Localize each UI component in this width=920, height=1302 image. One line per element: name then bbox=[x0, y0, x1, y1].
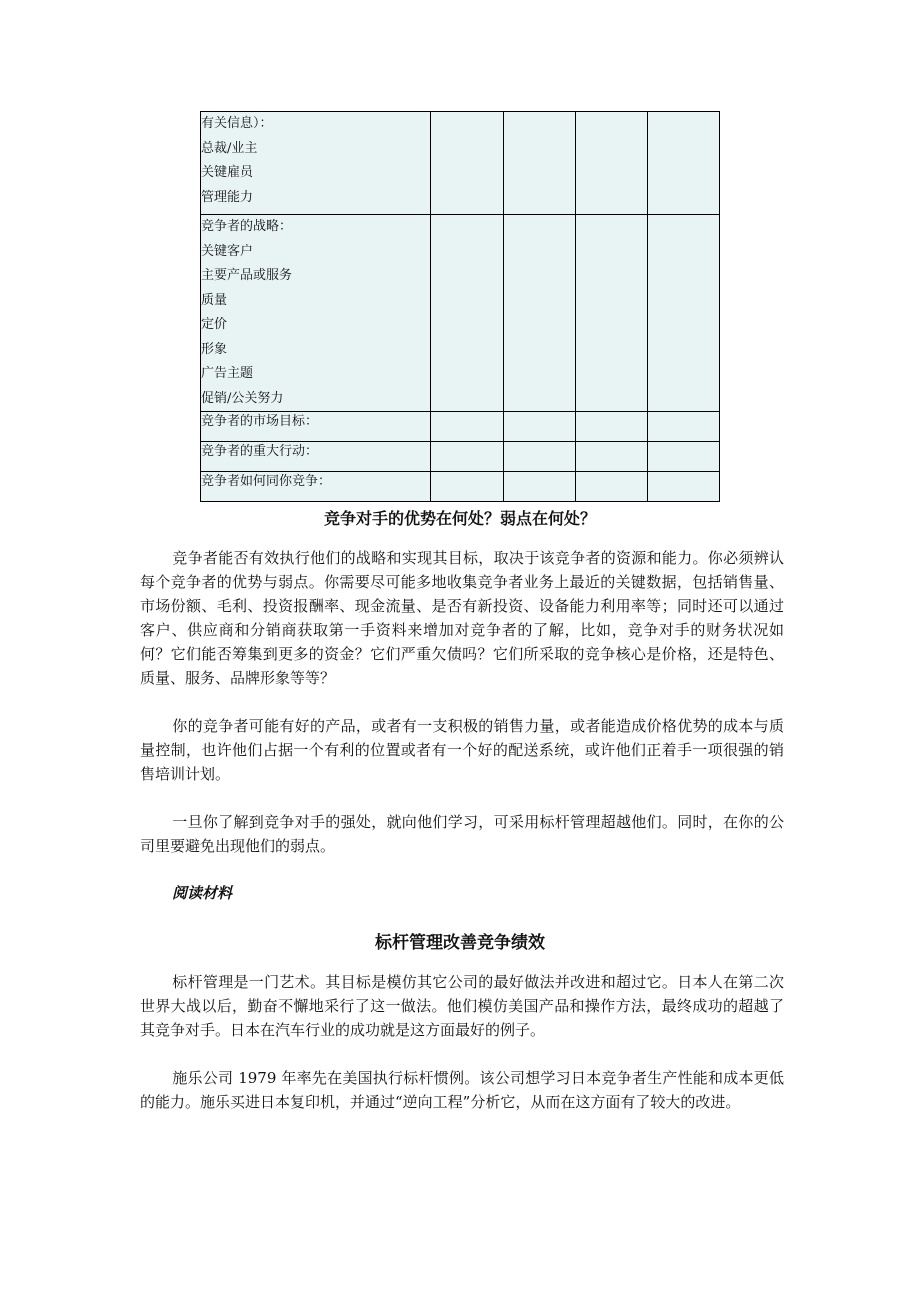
table-cell-line: 促销/公关努力 bbox=[201, 390, 284, 406]
table-empty-cell bbox=[503, 472, 575, 502]
paragraph bbox=[140, 546, 784, 690]
table-row bbox=[201, 112, 720, 215]
table-row bbox=[201, 412, 720, 442]
table-cell-line: 关键雇员 bbox=[201, 165, 254, 180]
reading-material-label: 阅读材料 bbox=[172, 885, 233, 902]
table-empty-cell bbox=[431, 112, 503, 215]
paragraph bbox=[140, 810, 784, 858]
table-empty-cell bbox=[503, 215, 575, 412]
table-empty-cell bbox=[503, 112, 575, 215]
paragraph bbox=[140, 714, 784, 786]
table-empty-cell bbox=[647, 412, 719, 442]
table-cell-line: 有关信息）： bbox=[201, 116, 273, 131]
table-cell-line: 广告主题 bbox=[201, 366, 254, 381]
table-cell-line: 主要产品或服务 bbox=[201, 268, 293, 283]
table-empty-cell bbox=[647, 442, 719, 472]
table-cell-line: 关键客户 bbox=[201, 243, 254, 259]
table-empty-cell bbox=[575, 442, 647, 472]
table-label-cell bbox=[201, 215, 431, 412]
table-empty-cell bbox=[575, 215, 647, 412]
section-heading: 标杆管理改善竞争绩效 bbox=[375, 933, 545, 952]
table-empty-cell bbox=[647, 112, 719, 215]
section-heading: 竞争对手的优势在何处？弱点在何处？ bbox=[323, 511, 596, 528]
table-row bbox=[201, 215, 720, 412]
table-cell-line: 质量 bbox=[201, 292, 228, 308]
table-empty-cell bbox=[431, 472, 503, 502]
paragraph-text: 施乐公司 1979 年率先在美国执行标杆惯例。该公司想学习日本竞争者生产性能和成本更低的能力。施乐买进日本复印机，并通过“逆向工程”分析它，从而在这方面有了较大的改进。 bbox=[140, 1069, 784, 1111]
paragraph bbox=[140, 1066, 784, 1114]
table-label-cell bbox=[201, 112, 431, 215]
table-empty-cell bbox=[431, 442, 503, 472]
table-row bbox=[201, 442, 720, 472]
table-cell-line: 竞争者的市场目标： bbox=[201, 414, 319, 429]
paragraph bbox=[140, 970, 784, 1042]
table-label-cell bbox=[201, 412, 431, 442]
table-cell-line: 定价 bbox=[201, 317, 228, 332]
paragraph-text: 你的竞争者可能有好的产品，或者有一支积极的销售力量，或者能造成价格优势的成本与质量控制，也许他们占据一个有利的位置或者有一个好的配送系统，或许他们正着手一项很强的销售培训计划。 bbox=[140, 717, 784, 783]
table-empty-cell bbox=[575, 472, 647, 502]
table-cell-line: 总裁/业主 bbox=[201, 140, 258, 156]
table-empty-cell bbox=[503, 412, 575, 442]
table-empty-cell bbox=[647, 215, 719, 412]
table-empty-cell bbox=[575, 412, 647, 442]
table-cell-line: 竞争者的重大行动： bbox=[201, 444, 319, 459]
table-empty-cell bbox=[647, 472, 719, 502]
table-cell-line: 竞争者如何同你竞争： bbox=[201, 474, 332, 489]
table-row bbox=[201, 472, 720, 502]
table-empty-cell bbox=[575, 112, 647, 215]
table-empty-cell bbox=[503, 442, 575, 472]
table-label-cell bbox=[201, 472, 431, 502]
table-cell-line: 竞争者的战略： bbox=[201, 219, 293, 234]
table-cell-line: 管理能力 bbox=[201, 189, 254, 205]
table-cell-line: 形象 bbox=[201, 341, 228, 357]
paragraph-text: 竞争者能否有效执行他们的战略和实现其目标，取决于该竞争者的资源和能力。你必须辨认每个竞争者的优势与弱点。你需要尽可能多地收集竞争者业务上最近的关键数据，包括销售量、市场份额、毛利、投资报酬率、现金流量、是否有新投资、设备能力利用率等；同时还可以通过客户、供应商和分销商获取第一手资料来增加对竞争者的了解，比如，竞争对手的财务状况如何？它们能否筹集到更多的资金？它们严重欠债吗？它们所采取的竞争核心是价格，还是特色、质量、服务、品牌形象等等？ bbox=[140, 549, 784, 687]
table-empty-cell bbox=[431, 412, 503, 442]
competitor-analysis-table bbox=[200, 111, 720, 502]
table-label-cell bbox=[201, 442, 431, 472]
paragraph-text: 一旦你了解到竞争对手的强处，就向他们学习，可采用标杆管理超越他们。同时，在你的公司里要避免出现他们的弱点。 bbox=[140, 813, 784, 855]
paragraph-text: 标杆管理是一门艺术。其目标是模仿其它公司的最好做法并改进和超过它。日本人在第二次世界大战以后，勤奋不懈地采行了这一做法。他们模仿美国产品和操作方法，最终成功的超越了其竞争对手。日本在汽车行业的成功就是这方面最好的例子。 bbox=[140, 973, 784, 1039]
table-empty-cell bbox=[431, 215, 503, 412]
